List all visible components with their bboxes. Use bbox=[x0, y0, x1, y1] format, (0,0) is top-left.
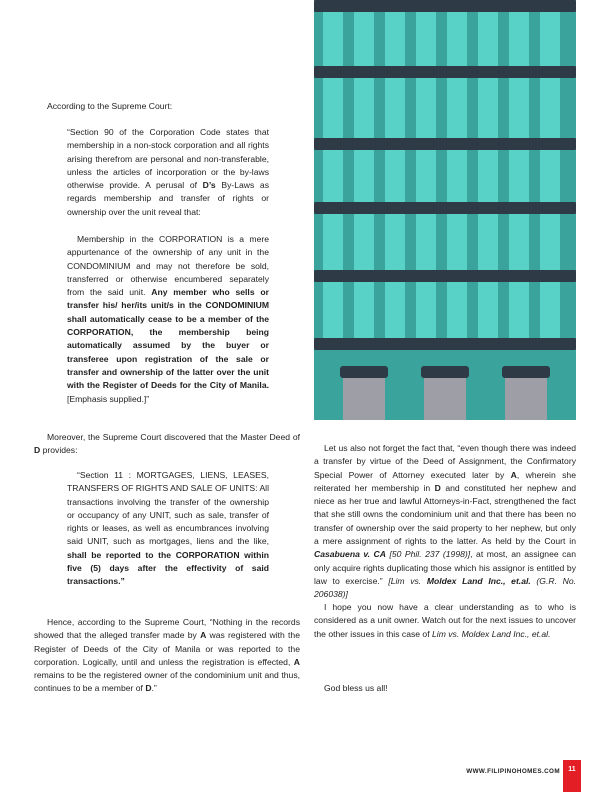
text-run: shall be reported to the CORPORATION within five (5) days after the effectivity of said transactions.” bbox=[67, 549, 269, 587]
window-strip bbox=[354, 214, 374, 270]
paragraph-let-us bbox=[314, 442, 576, 602]
window-strip bbox=[323, 78, 343, 138]
garage-door bbox=[505, 378, 547, 420]
window-strip bbox=[354, 12, 374, 66]
window-strip bbox=[323, 12, 343, 66]
floor-band bbox=[314, 202, 576, 214]
window-strip bbox=[447, 12, 467, 66]
text-run: I hope you now have a clear understanding as to who is considered as a unit owner. Watch out for the next issues to uncover the other issues in this case of bbox=[314, 602, 576, 639]
window-strip bbox=[354, 282, 374, 338]
text-run: Lim vs. Moldex Land Inc., et.al. bbox=[432, 628, 551, 639]
building-illustration bbox=[314, 0, 576, 420]
text-run: “Section 90 of the Corporation Code states that membership in a non-stock corporation and all rights arising therefrom are personal and non-transferable, unless the articles of incorporation or the by-laws otherwise provide. A perusal of bbox=[67, 127, 269, 191]
window-strip bbox=[385, 78, 405, 138]
window-strip bbox=[323, 214, 343, 270]
page-number-badge: 11 bbox=[563, 760, 581, 792]
text-run: , wherein she reiterated her membership in bbox=[314, 469, 576, 493]
text-run: provides: bbox=[40, 445, 78, 456]
window-strip bbox=[416, 78, 436, 138]
window-strip bbox=[323, 282, 343, 338]
window-strip bbox=[416, 214, 436, 270]
window-strip bbox=[540, 282, 560, 338]
text-run: “Section 11 : MORTGAGES, LIENS, LEASES, TRANSFERS OF RIGHTS AND SALE OF UNITS: All transactions involving the transfer of the ownership or occupancy of any UNIT, such as sale, transfer of rights or leases, as well as encumbrances involving said UNIT, such as mortgages, liens and the like, bbox=[67, 470, 269, 547]
window-strip bbox=[509, 78, 529, 138]
window-strip bbox=[540, 12, 560, 66]
text-run: [Lim vs. bbox=[388, 575, 427, 586]
text-run: Moreover, the Supreme Court discovered that the Master Deed of bbox=[47, 432, 300, 442]
garage-door bbox=[343, 378, 385, 420]
closing-text: God bless us all! bbox=[324, 683, 388, 693]
window-strip bbox=[478, 78, 498, 138]
garage-awning bbox=[502, 366, 550, 378]
window-strip bbox=[385, 282, 405, 338]
footer-website-link[interactable]: WWW.FILIPINOHOMES.COM bbox=[466, 768, 560, 775]
text-run: D bbox=[34, 445, 41, 456]
window-strip bbox=[478, 282, 498, 338]
window-strip bbox=[509, 282, 529, 338]
text-run: remains to be the registered owner of the condominium unit and thus, continues to be a member of bbox=[34, 670, 300, 694]
quote-membership bbox=[67, 233, 269, 406]
window-strip bbox=[416, 12, 436, 66]
paragraph-moreover bbox=[34, 431, 300, 458]
text-run: A bbox=[200, 630, 207, 641]
floor-band bbox=[314, 138, 576, 150]
window-strip bbox=[478, 214, 498, 270]
window-strip bbox=[385, 12, 405, 66]
text-run: Hence, according to the Supreme Court, “Nothing in the records showed that the alleged transfer made by bbox=[34, 617, 300, 641]
floor-band bbox=[314, 270, 576, 282]
text-run: (G.R. No. 206038)] bbox=[314, 575, 576, 600]
text-run: D bbox=[145, 683, 152, 694]
window-strip bbox=[416, 282, 436, 338]
text-run: A bbox=[293, 656, 300, 667]
window-strip bbox=[540, 150, 560, 202]
quote-section-90 bbox=[67, 126, 269, 219]
window-strip bbox=[509, 12, 529, 66]
text-run: , at most, an assignee can only acquire rights duplicating those which his assignor is entitled by law to exercise.” bbox=[314, 549, 576, 586]
window-strip bbox=[416, 150, 436, 202]
quote-section-11 bbox=[67, 469, 269, 589]
window-strip bbox=[540, 214, 560, 270]
text-run: A bbox=[510, 469, 517, 480]
floor-band bbox=[314, 0, 576, 12]
garage-awning bbox=[421, 366, 469, 378]
window-strip bbox=[385, 150, 405, 202]
floor-band bbox=[314, 66, 576, 78]
text-run: [50 Phil. 237 (1998)] bbox=[385, 549, 471, 560]
paragraph-hence bbox=[34, 616, 300, 696]
text-run: was registered with the Register of Deeds of the City of Manila or was reported to the corporation. Logically, until and unless the registration is effected, bbox=[34, 630, 300, 667]
text-run: Membership in the CORPORATION is a mere appurtenance of the ownership of any unit in the CONDOMINIUM and may not therefore be sold, transferred or otherwise encumbered separately from the said unit. bbox=[67, 234, 269, 298]
window-strip bbox=[447, 282, 467, 338]
intro-text: According to the Supreme Court: bbox=[47, 101, 173, 111]
window-strip bbox=[354, 150, 374, 202]
window-strip bbox=[323, 150, 343, 202]
window-strip bbox=[478, 12, 498, 66]
paragraph-hope bbox=[314, 601, 576, 641]
window-strip bbox=[447, 150, 467, 202]
text-run: D bbox=[434, 482, 441, 493]
text-run: By-Laws as regards membership and transfer of rights or ownership over the unit reveal that: bbox=[67, 180, 269, 217]
garage-door bbox=[424, 378, 466, 420]
window-strip bbox=[478, 150, 498, 202]
text-run: D’s bbox=[202, 180, 216, 191]
window-strip bbox=[385, 214, 405, 270]
window-strip bbox=[354, 78, 374, 138]
window-strip bbox=[540, 78, 560, 138]
garage-awning bbox=[340, 366, 388, 378]
floor-band bbox=[314, 338, 576, 350]
text-run: Casabuena v. CA bbox=[314, 549, 386, 560]
text-run: [Emphasis supplied.]” bbox=[67, 393, 150, 404]
window-strip bbox=[447, 78, 467, 138]
text-run: Any member who sells or transfer his/ her/its unit/s in the CONDOMINIUM shall automatically cease to be a member of the CORPORATION, the membership being automatically assumed by the buyer or transferee upon registration of the sale or transfer and ownership of the latter over the unit with the Register of Deeds for the City of Manila. bbox=[67, 287, 269, 391]
text-run: Let us also not forget the fact that, “even though there was indeed a transfer by virtue of the Deed of Assignment, the Confirmatory Special Power of Attorney executed later by bbox=[314, 443, 576, 480]
window-strip bbox=[509, 214, 529, 270]
text-run: and constituted her nephew and niece as her true and lawful Attorneys-in-Fact, strengthened the fact that she still owns the condominium unit and that there has been no transfer of ownership over the said property to her nephew, but only a mere assignment of rights to the latter. As held by the Court in bbox=[314, 482, 577, 547]
window-strip bbox=[447, 214, 467, 270]
text-run: .” bbox=[151, 683, 157, 694]
window-strip bbox=[509, 150, 529, 202]
text-run: Moldex Land Inc., et.al. bbox=[426, 575, 531, 586]
